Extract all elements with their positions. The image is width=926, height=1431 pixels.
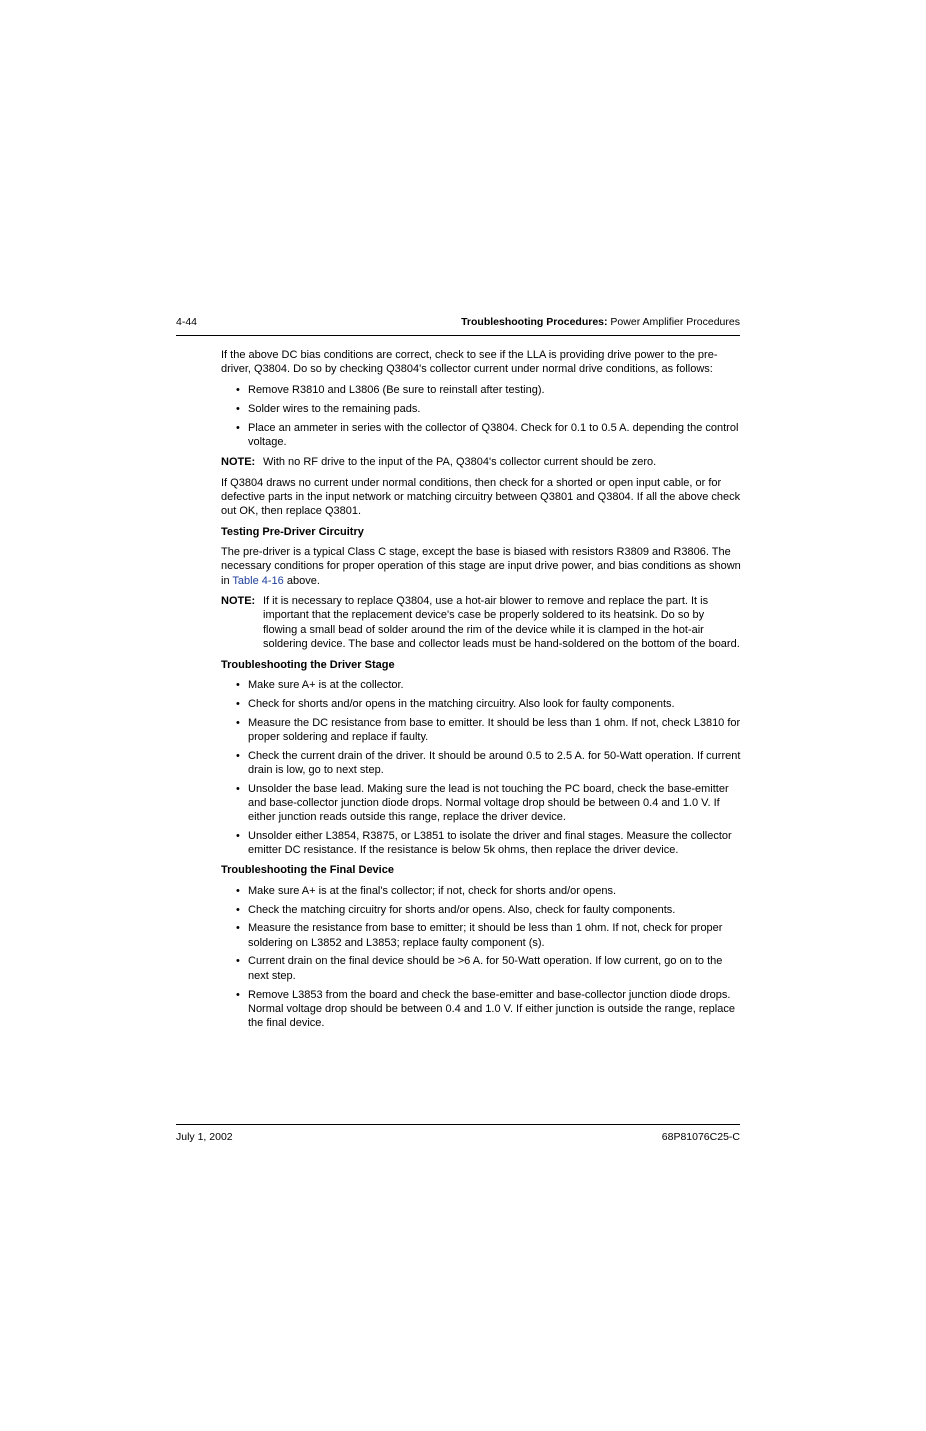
predriver-text: The pre-driver is a typical Class C stage, except the base is biased with resistors R3809 and R3806. The necessary conditions for proper operation of this stage are input drive power, and bias conditions as shown in bbox=[221, 546, 741, 587]
list-item: • Unsolder the base lead. Making sure the lead is not touching the PC board, check the base-emitter and base-collector junction diode drops. Normal voltage drop should be between 0.4 and 1.0 V. If either junction reads outside this range, replace the driver device. bbox=[221, 782, 741, 825]
page-header bbox=[176, 316, 740, 330]
list-item: • Solder wires to the remaining pads. bbox=[221, 402, 741, 416]
driver-list bbox=[221, 678, 741, 858]
predriver-paragraph bbox=[221, 545, 741, 588]
list-item: • Remove L3853 from the board and check the base-emitter and base-collector junction diode drops. Normal voltage drop should be between 0.4 and 1.0 V. If either junction is outside the range, replace the final device. bbox=[221, 988, 741, 1031]
footer-doc-number: 68P81076C25-C bbox=[661, 1131, 740, 1143]
list-item: • Measure the DC resistance from base to emitter. It should be less than 1 ohm. If not, check L3810 for proper soldering and replace if faulty. bbox=[221, 716, 741, 744]
list-item: • Place an ammeter in series with the collector of Q3804. Check for 0.1 to 0.5 A. depending the control voltage. bbox=[221, 421, 741, 449]
list-item: • Make sure A+ is at the collector. bbox=[221, 678, 741, 692]
header-rule bbox=[176, 335, 740, 336]
paragraph: If Q3804 draws no current under normal conditions, then check for a shorted or open input cable, or for defective parts in the input network or matching circuitry between Q3801 and Q3804. If all the above check out OK, then replace Q3801. bbox=[221, 476, 741, 518]
list-item: • Remove R3810 and L3806 (Be sure to reinstall after testing). bbox=[221, 383, 741, 397]
footer-rule bbox=[176, 1124, 740, 1125]
footer-date: July 1, 2002 bbox=[176, 1131, 233, 1143]
note-block bbox=[221, 594, 741, 651]
section-heading-final: Troubleshooting the Final Device bbox=[221, 864, 394, 877]
list-item: • Check the current drain of the driver. It should be around 0.5 to 2.5 A. for 50-Watt operation. If current drain is low, go to next step. bbox=[221, 749, 741, 777]
list-item: • Check the matching circuitry for shorts and/or opens. Also, check for faulty components. bbox=[221, 903, 741, 917]
note-text: If it is necessary to replace Q3804, use a hot-air blower to remove and replace the part. It is important that the replacement device's case be properly soldered to its heatsink. Do so by flowing a small bead of solder around the rim of the device while it is clamped in the hot-air soldering device. The base and collector leads must be hand-soldered on the bottom of the board. bbox=[263, 595, 740, 650]
list-item: • Measure the resistance from base to emitter; it should be less than 1 ohm. If not, check for proper soldering on L3852 and L3853; replace faulty component (s). bbox=[221, 921, 741, 949]
intro-paragraph: If the above DC bias conditions are correct, check to see if the LLA is providing drive power to the pre-driver, Q3804. Do so by checking Q3804's collector current under normal drive conditions, as follows: bbox=[221, 349, 718, 376]
page-number: 4-44 bbox=[176, 316, 198, 328]
page-body bbox=[221, 348, 741, 1036]
list-item: • Current drain on the final device should be >6 A. for 50-Watt operation. If low current, go on to the next step. bbox=[221, 954, 741, 982]
note-label: NOTE: bbox=[221, 456, 256, 469]
section-title bbox=[461, 316, 740, 328]
step-list bbox=[221, 383, 741, 449]
section-title-rest: Power Amplifier Procedures bbox=[607, 316, 740, 328]
predriver-text-end: above. bbox=[283, 574, 320, 587]
list-item: • Check for shorts and/or opens in the matching circuitry. Also look for faulty components. bbox=[221, 697, 741, 711]
final-list bbox=[221, 884, 741, 1031]
section-title-bold: Troubleshooting Procedures: bbox=[461, 316, 608, 328]
list-item: • Make sure A+ is at the final's collector; if not, check for shorts and/or opens. bbox=[221, 884, 741, 898]
section-heading-predriver: Testing Pre-Driver Circuitry bbox=[221, 525, 364, 538]
list-item: • Unsolder either L3854, R3875, or L3851 to isolate the driver and final stages. Measure the collector emitter DC resistance. If the resistance is below 5k ohms, then replace the driver device. bbox=[221, 829, 741, 857]
note-block bbox=[221, 455, 741, 469]
section-heading-driver: Troubleshooting the Driver Stage bbox=[221, 658, 395, 671]
note-label: NOTE: bbox=[221, 595, 256, 608]
table-link[interactable]: Table 4-16 bbox=[232, 574, 284, 587]
note-text: With no RF drive to the input of the PA, Q3804's collector current should be zero. bbox=[263, 456, 657, 469]
